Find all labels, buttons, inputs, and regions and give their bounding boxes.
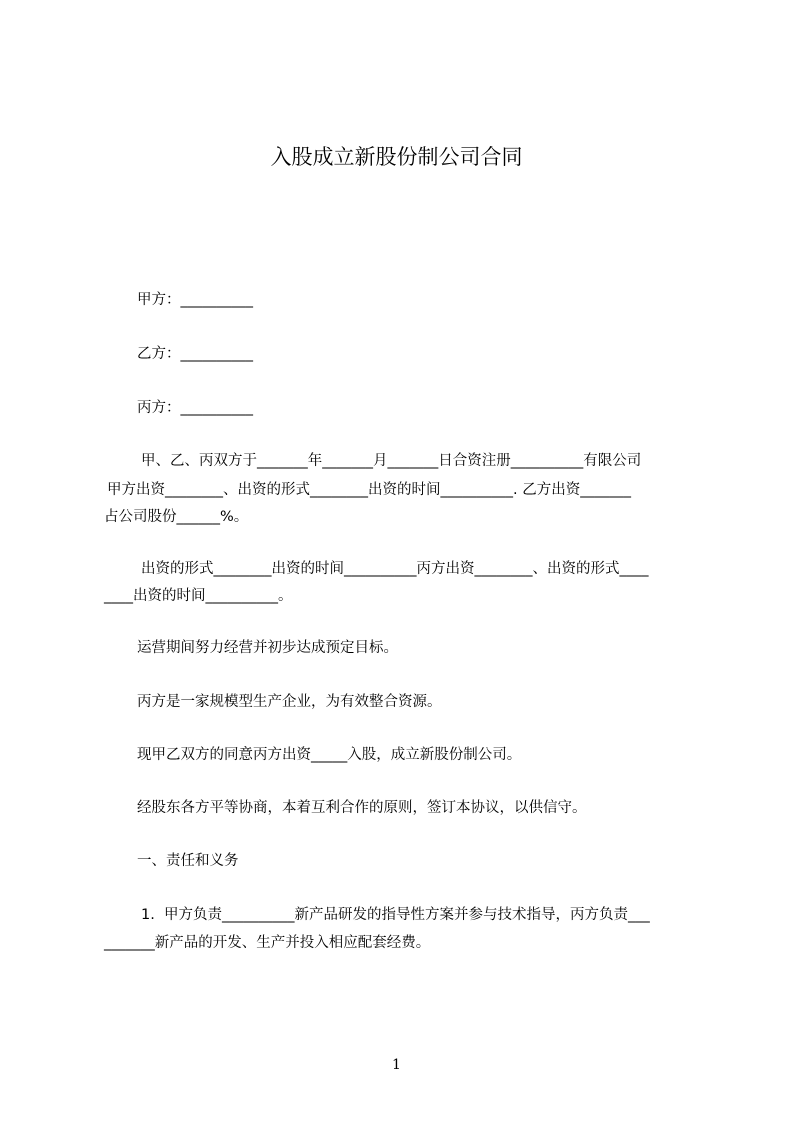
- intro-line-2: 甲方出资________、出资的形式________出资的时间__________. 乙方出资_______: [107, 482, 631, 498]
- clause-1-line-1: 1. 甲方负责__________新产品研发的指导性方案并参与技术指导，丙方负责___: [141, 907, 650, 923]
- document-title: 入股成立新股份制公司合同: [270, 145, 523, 169]
- section-heading: 一、责任和义务: [137, 853, 239, 869]
- agreement-paragraph: 现甲乙双方的同意丙方出资_____入股，成立新股份制公司。: [137, 747, 522, 763]
- c-contribution-line-2: ____出资的时间__________。: [104, 588, 293, 604]
- party-c-description: 丙方是一家规模型生产企业，为有效整合资源。: [137, 694, 442, 710]
- party-b-line: 乙方：__________: [137, 346, 253, 362]
- operation-paragraph: 运营期间努力经营并初步达成预定目标。: [137, 640, 398, 656]
- page-number: 1: [392, 1057, 401, 1073]
- intro-line-1: 甲、乙、丙双方于_______年_______月_______日合资注册__________有限公司: [141, 453, 642, 469]
- party-a-line: 甲方：__________: [137, 292, 253, 308]
- clause-1-line-2: _______新产品的开发、生产并投入相应配套经费。: [104, 935, 431, 951]
- intro-line-3: 占公司股份______%。: [104, 509, 249, 525]
- party-c-line: 丙方：__________: [137, 400, 253, 416]
- principle-paragraph: 经股东各方平等协商，本着互利合作的原则，签订本协议，以供信守。: [137, 800, 587, 816]
- c-contribution-line-1: 出资的形式________出资的时间__________丙方出资________、出资的形式____: [141, 561, 649, 577]
